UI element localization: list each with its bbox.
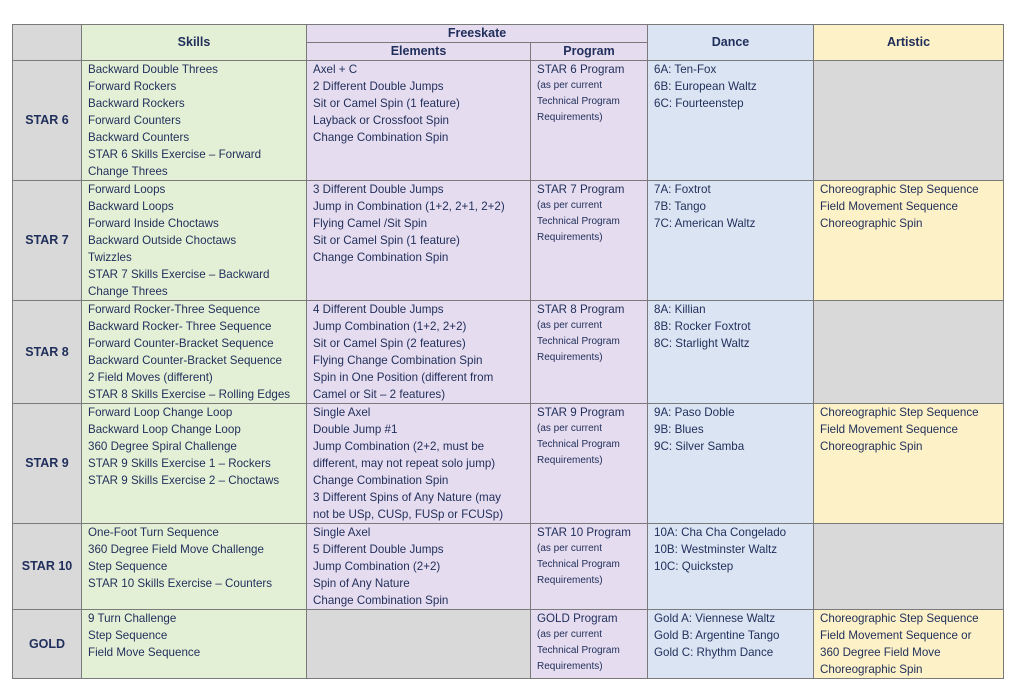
cell-line: Double Jump #1: [313, 423, 398, 436]
skills-cell: [82, 181, 307, 301]
table-row: [13, 181, 1004, 301]
elements-cell-empty: [307, 610, 531, 679]
table-row: [13, 301, 1004, 404]
program-note-line: Requirements): [537, 575, 603, 586]
cell-line: 3 Different Spins of Any Nature (may: [313, 491, 501, 504]
cell-line: 360 Degree Field Move Challenge: [88, 543, 264, 556]
skills-cell: [82, 610, 307, 679]
level-cell: STAR 7: [13, 181, 82, 301]
program-cell: [531, 61, 648, 181]
cell-line: Field Movement Sequence: [820, 423, 958, 436]
cell-line: 7A: Foxtrot: [654, 183, 711, 196]
cell-line: Twizzles: [88, 251, 132, 264]
program-title: STAR 10 Program: [537, 526, 631, 539]
skills-cell: [82, 61, 307, 181]
cell-line: 10A: Cha Cha Congelado: [654, 526, 787, 539]
elements-cell: [307, 181, 531, 301]
cell-line: 7B: Tango: [654, 200, 707, 213]
cell-line: 9C: Silver Samba: [654, 440, 745, 453]
cell-line: Change Combination Spin: [313, 474, 449, 487]
cell-line: Forward Loop Change Loop: [88, 406, 233, 419]
artistic-cell-empty: [814, 61, 1004, 181]
elements-cell: [307, 524, 531, 610]
program-note-line: Technical Program: [537, 96, 620, 107]
cell-line: Flying Change Combination Spin: [313, 354, 483, 367]
cell-line: Sit or Camel Spin (1 feature): [313, 234, 460, 247]
dance-cell: [648, 610, 814, 679]
program-note-line: (as per current: [537, 320, 603, 331]
program-note-line: (as per current: [537, 423, 603, 434]
cell-line: 9B: Blues: [654, 423, 704, 436]
cell-line: 10B: Westminster Waltz: [654, 543, 778, 556]
level-cell: STAR 10: [13, 524, 82, 610]
cell-line: not be USp, CUSp, FUSp or FCUSp): [313, 508, 504, 521]
cell-line: Jump in Combination (1+2, 2+1, 2+2): [313, 200, 505, 213]
cell-line: Forward Inside Choctaws: [88, 217, 219, 230]
header-dance: Dance: [648, 25, 814, 61]
cell-line: STAR 7 Skills Exercise – Backward: [88, 268, 270, 281]
program-note-line: Technical Program: [537, 645, 620, 656]
cell-line: Backward Double Threes: [88, 63, 218, 76]
header-row-top: [13, 25, 1004, 43]
cell-line: Change Threes: [88, 285, 168, 298]
cell-line: 6C: Fourteenstep: [654, 97, 744, 110]
header-elements: Elements: [307, 43, 531, 61]
cell-line: Gold B: Argentine Tango: [654, 629, 780, 642]
cell-line: Change Combination Spin: [313, 594, 449, 607]
table-row: [13, 610, 1004, 679]
artistic-cell: [814, 181, 1004, 301]
cell-line: 8A: Killian: [654, 303, 706, 316]
program-cell: [531, 181, 648, 301]
cell-line: Change Combination Spin: [313, 131, 449, 144]
star-program-table-container: [12, 24, 1004, 679]
cell-line: Forward Rocker-Three Sequence: [88, 303, 261, 316]
cell-line: Forward Rockers: [88, 80, 177, 93]
program-note-line: Requirements): [537, 455, 603, 466]
skills-cell: [82, 301, 307, 404]
cell-line: Jump Combination (2+2): [313, 560, 441, 573]
artistic-cell-empty: [814, 524, 1004, 610]
cell-line: Flying Camel /Sit Spin: [313, 217, 428, 230]
dance-cell: [648, 61, 814, 181]
cell-line: Forward Loops: [88, 183, 166, 196]
cell-line: Spin in One Position (different from: [313, 371, 494, 384]
cell-line: Gold C: Rhythm Dance: [654, 646, 774, 659]
cell-line: Field Movement Sequence: [820, 200, 958, 213]
cell-line: Sit or Camel Spin (2 features): [313, 337, 466, 350]
artistic-cell: [814, 404, 1004, 524]
level-cell: GOLD: [13, 610, 82, 679]
cell-line: 9A: Paso Doble: [654, 406, 735, 419]
program-note-line: Technical Program: [537, 216, 620, 227]
cell-line: 6B: European Waltz: [654, 80, 757, 93]
cell-line: Choreographic Step Sequence: [820, 612, 979, 625]
cell-line: Field Movement Sequence or: [820, 629, 972, 642]
artistic-cell-empty: [814, 301, 1004, 404]
cell-line: 3 Different Double Jumps: [313, 183, 444, 196]
cell-line: Spin of Any Nature: [313, 577, 410, 590]
cell-line: STAR 9 Skills Exercise 2 – Choctaws: [88, 474, 280, 487]
cell-line: Choreographic Step Sequence: [820, 406, 979, 419]
header-artistic: Artistic: [814, 25, 1004, 61]
cell-line: 10C: Quickstep: [654, 560, 734, 573]
cell-line: Single Axel: [313, 526, 371, 539]
program-cell: [531, 404, 648, 524]
cell-line: Backward Loops: [88, 200, 174, 213]
cell-line: Backward Rocker- Three Sequence: [88, 320, 272, 333]
dance-cell: [648, 524, 814, 610]
cell-line: Jump Combination (1+2, 2+2): [313, 320, 467, 333]
cell-line: Camel or Sit – 2 features): [313, 388, 446, 401]
cell-line: 8C: Starlight Waltz: [654, 337, 750, 350]
program-cell: [531, 301, 648, 404]
cell-line: 360 Degree Spiral Challenge: [88, 440, 237, 453]
cell-line: Choreographic Spin: [820, 663, 923, 676]
cell-line: Backward Outside Choctaws: [88, 234, 237, 247]
program-title: STAR 8 Program: [537, 303, 625, 316]
artistic-cell: [814, 610, 1004, 679]
cell-line: Field Move Sequence: [88, 646, 201, 659]
program-note-line: Requirements): [537, 112, 603, 123]
cell-line: Sit or Camel Spin (1 feature): [313, 97, 460, 110]
program-note-line: Requirements): [537, 232, 603, 243]
cell-line: Gold A: Viennese Waltz: [654, 612, 776, 625]
cell-line: 360 Degree Field Move: [820, 646, 941, 659]
table-row: [13, 61, 1004, 181]
cell-line: Forward Counters: [88, 114, 181, 127]
cell-line: Backward Counter-Bracket Sequence: [88, 354, 282, 367]
level-cell: STAR 8: [13, 301, 82, 404]
program-note-line: Technical Program: [537, 336, 620, 347]
cell-line: 7C: American Waltz: [654, 217, 756, 230]
skills-cell: [82, 524, 307, 610]
dance-cell: [648, 181, 814, 301]
program-cell: [531, 610, 648, 679]
program-note-line: Requirements): [537, 661, 603, 672]
cell-line: different, may not repeat solo jump): [313, 457, 496, 470]
cell-line: 5 Different Double Jumps: [313, 543, 444, 556]
header-freeskate: Freeskate: [307, 25, 648, 43]
cell-line: 4 Different Double Jumps: [313, 303, 444, 316]
cell-line: Step Sequence: [88, 560, 168, 573]
cell-line: Backward Counters: [88, 131, 190, 144]
program-note-line: (as per current: [537, 80, 603, 91]
cell-line: Step Sequence: [88, 629, 168, 642]
elements-cell: [307, 404, 531, 524]
table-row: [13, 524, 1004, 610]
skills-cell: [82, 404, 307, 524]
cell-line: Forward Counter-Bracket Sequence: [88, 337, 274, 350]
elements-cell: [307, 301, 531, 404]
dance-cell: [648, 301, 814, 404]
dance-cell: [648, 404, 814, 524]
cell-line: Jump Combination (2+2, must be: [313, 440, 485, 453]
program-cell: [531, 524, 648, 610]
cell-line: Choreographic Step Sequence: [820, 183, 979, 196]
cell-line: 2 Field Moves (different): [88, 371, 213, 384]
cell-line: 2 Different Double Jumps: [313, 80, 444, 93]
cell-line: Change Combination Spin: [313, 251, 449, 264]
cell-line: 9 Turn Challenge: [88, 612, 177, 625]
cell-line: One-Foot Turn Sequence: [88, 526, 219, 539]
cell-line: STAR 9 Skills Exercise 1 – Rockers: [88, 457, 271, 470]
cell-line: Choreographic Spin: [820, 217, 923, 230]
header-skills: Skills: [82, 25, 307, 61]
program-note-line: (as per current: [537, 629, 603, 640]
header-blank-cell: [13, 25, 82, 61]
table-body: [13, 61, 1004, 679]
cell-line: Change Threes: [88, 165, 168, 178]
program-note-line: (as per current: [537, 200, 603, 211]
program-title: STAR 9 Program: [537, 406, 625, 419]
cell-line: Layback or Crossfoot Spin: [313, 114, 449, 127]
program-note-line: Requirements): [537, 352, 603, 363]
program-title: STAR 6 Program: [537, 63, 625, 76]
cell-line: Backward Rockers: [88, 97, 185, 110]
program-note-line: Technical Program: [537, 559, 620, 570]
table-row: [13, 404, 1004, 524]
cell-line: STAR 8 Skills Exercise – Rolling Edges: [88, 388, 291, 401]
program-note-line: (as per current: [537, 543, 603, 554]
cell-line: Choreographic Spin: [820, 440, 923, 453]
program-title: STAR 7 Program: [537, 183, 625, 196]
cell-line: 6A: Ten-Fox: [654, 63, 717, 76]
cell-line: Backward Loop Change Loop: [88, 423, 241, 436]
cell-line: Axel + C: [313, 63, 358, 76]
program-title: GOLD Program: [537, 612, 618, 625]
cell-line: 8B: Rocker Foxtrot: [654, 320, 751, 333]
cell-line: Single Axel: [313, 406, 371, 419]
elements-cell: [307, 61, 531, 181]
cell-line: STAR 10 Skills Exercise – Counters: [88, 577, 273, 590]
cell-line: STAR 6 Skills Exercise – Forward: [88, 148, 262, 161]
header-program: Program: [531, 43, 648, 61]
star-program-table: [12, 24, 1004, 679]
program-note-line: Technical Program: [537, 439, 620, 450]
level-cell: STAR 9: [13, 404, 82, 524]
level-cell: STAR 6: [13, 61, 82, 181]
